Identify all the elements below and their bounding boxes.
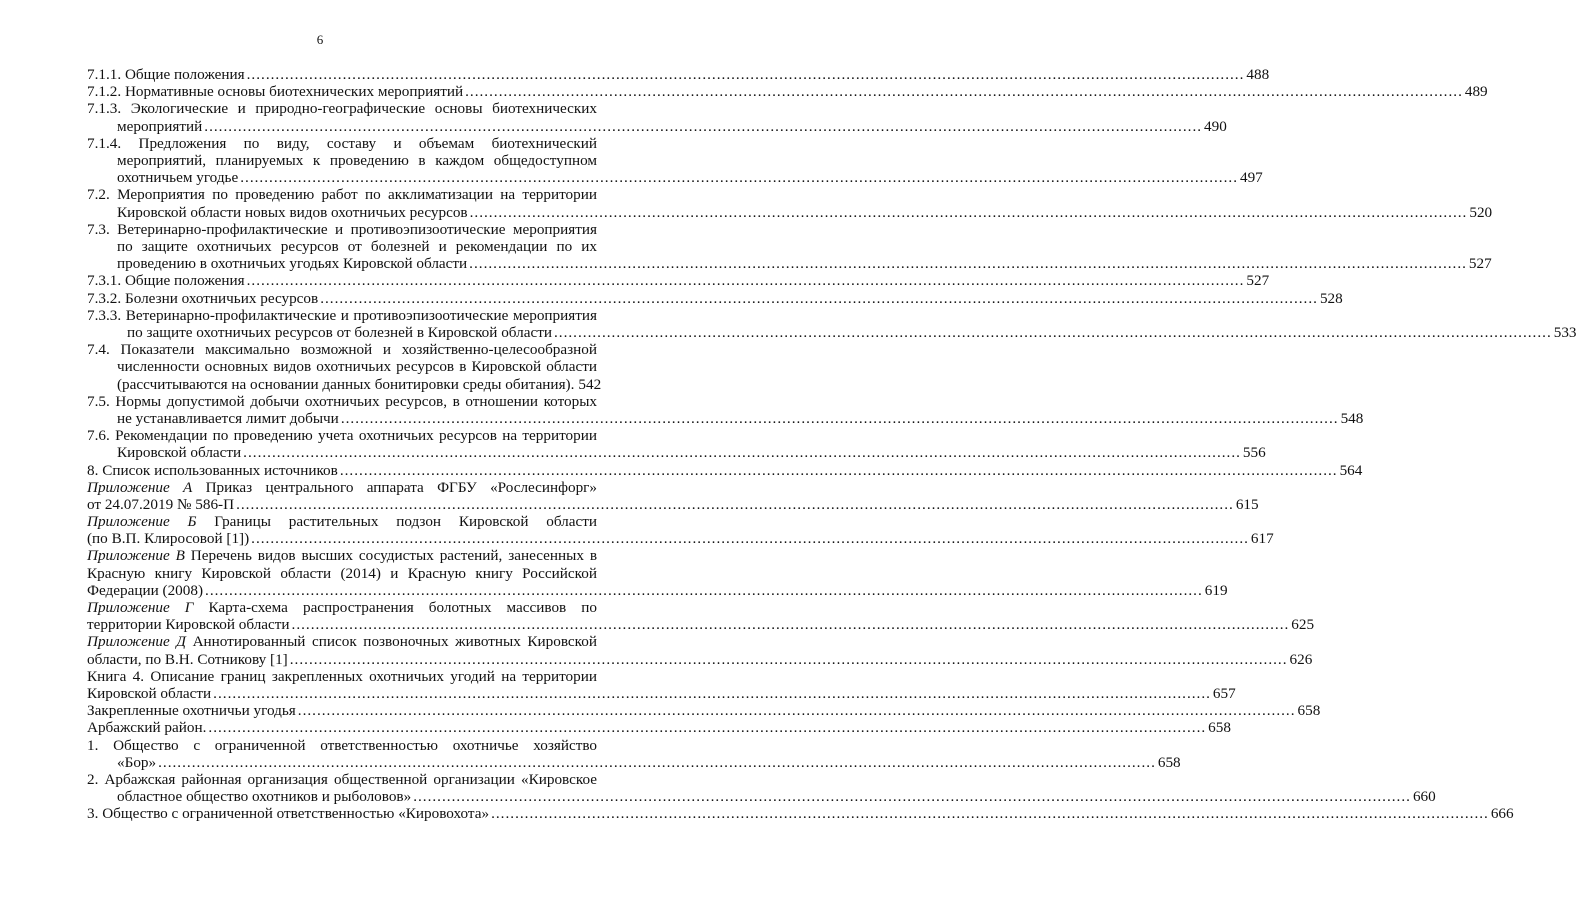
toc-page-number: 615	[1235, 495, 1259, 513]
toc-entry-text: Красную книгу Кировской области (2014) и Красную книгу Российской	[87, 564, 597, 582]
toc-entry-text: (рассчитываются на основании данных бонитировки среды обитания).	[117, 375, 575, 393]
toc-entry-text: не устанавливается лимит добычи	[117, 409, 339, 427]
appendix-label: Приложение Г	[87, 599, 194, 617]
toc-entry-org-3[interactable]	[87, 805, 1514, 823]
toc-page-number: 564	[1339, 461, 1363, 479]
appendix-label: Приложение Д	[87, 633, 186, 651]
toc-entry-appendix-a[interactable]	[87, 478, 1259, 513]
toc-entry-appendix-b[interactable]	[87, 513, 1274, 548]
toc-page-number: 619	[1204, 581, 1228, 599]
toc-entry-7-3-3[interactable]	[87, 306, 1577, 341]
toc-entry-7-6[interactable]	[87, 427, 1266, 462]
toc-entry-7-1-1[interactable]	[87, 66, 1270, 83]
toc-entry-text: Перечень видов высших сосудистых растений, занесенных в	[190, 547, 598, 565]
toc-entry-text: по защите охотничьих ресурсов от болезней и рекомендации по их	[117, 237, 597, 255]
toc-entry-text: Аннотированный список позвоночных животных Кировской	[192, 633, 597, 651]
toc-entry-text: Границы растительных подзон Кировской области	[214, 513, 597, 531]
toc-entry-text: 7.5. Нормы допустимой добычи охотничьих ресурсов, в отношении которых	[87, 392, 597, 410]
toc-entry-text: Федерации (2008)	[87, 581, 204, 599]
toc-entry-arbazh-district[interactable]	[87, 719, 1231, 737]
toc-page-number: 617	[1250, 530, 1274, 548]
toc-entry-text: (по В.П. Клиросовой [1])	[87, 530, 250, 548]
toc-page-number: 626	[1289, 650, 1313, 668]
toc-entry-text: «Бор»	[117, 753, 157, 771]
toc-entry-7-2[interactable]	[87, 186, 1493, 221]
toc-entry-text: 7.1.3. Экологические и природно-географические основы биотехнических	[87, 100, 597, 118]
toc-entry-text: Кировской области	[117, 444, 242, 462]
table-of-contents	[87, 66, 1577, 823]
toc-entry-7-3[interactable]	[87, 220, 1492, 273]
toc-page-number: 658	[1297, 702, 1321, 720]
toc-entry-text: Приказ центрального аппарата ФГБУ «Рослесинфорг»	[205, 478, 597, 496]
toc-entry-7-1-4[interactable]	[87, 134, 1263, 187]
toc-entry-text: территории Кировской области	[87, 616, 290, 634]
toc-page-number: 625	[1291, 616, 1315, 634]
toc-entry-appendix-v[interactable]	[87, 547, 1228, 599]
toc-entry-text: 7.1.4. Предложения по виду, составу и объемам биотехнический	[87, 134, 597, 152]
toc-entry-text: проведению в охотничьих угодьях Кировской области	[117, 255, 468, 273]
toc-entry-7-1-3[interactable]	[87, 100, 1227, 135]
toc-page-number: 658	[1157, 753, 1181, 771]
toc-page-number: 527	[1468, 255, 1492, 273]
toc-entry-text: области, по В.Н. Сотникову [1]	[87, 650, 288, 668]
toc-entry-appendix-d[interactable]	[87, 633, 1313, 668]
appendix-label: Приложение Б	[87, 513, 197, 531]
toc-entry-text: 7.6. Рекомендации по проведению учета охотничьих ресурсов на территории	[87, 427, 597, 445]
toc-entry-text: 7.2. Мероприятия по проведению работ по акклиматизации на территории	[87, 186, 597, 204]
toc-entry-text: 1. Общество с ограниченной ответственностью охотничье хозяйство	[87, 736, 597, 754]
toc-entry-text: 7.3. Ветеринарно-профилактические и противоэпизоотические мероприятия	[87, 220, 597, 238]
toc-page-number: 542	[578, 375, 602, 393]
toc-entry-text: 7.3.2. Болезни охотничьих ресурсов	[87, 289, 319, 307]
page-number: 6	[316, 32, 324, 47]
toc-entry-text: областное общество охотников и рыболовов»	[117, 788, 412, 806]
toc-entry-text: Книга 4. Описание границ закрепленных охотничьих угодий на территории	[87, 667, 597, 685]
toc-entry-text: мероприятий, планируемых к проведению в каждом общедоступном	[117, 151, 597, 169]
toc-entry-appendix-g[interactable]	[87, 599, 1315, 634]
toc-page-number: 527	[1246, 272, 1270, 290]
toc-entry-text: Карта-схема распространения болотных массивов по	[208, 599, 597, 617]
toc-entry-text: 8. Список использованных источников	[87, 461, 338, 479]
toc-entry-text: Арбажский район.	[87, 719, 207, 737]
toc-entry-text: Кировской области новых видов охотничьих ресурсов	[117, 203, 468, 221]
appendix-label: Приложение В	[87, 547, 185, 565]
toc-page-number: 556	[1242, 444, 1266, 462]
toc-entry-7-4[interactable]	[87, 341, 602, 393]
toc-page-number: 660	[1412, 788, 1436, 806]
toc-entry-8[interactable]	[87, 461, 1363, 479]
toc-entry-7-1-2[interactable]	[87, 83, 1488, 101]
toc-entry-org-1[interactable]	[87, 736, 1181, 771]
toc-page-number: 488	[1246, 66, 1270, 83]
toc-entry-7-3-2[interactable]	[87, 289, 1343, 307]
toc-page-number: 533	[1553, 323, 1577, 341]
toc-page-number: 528	[1319, 289, 1343, 307]
toc-entry-text: 7.1.1. Общие положения	[87, 66, 245, 83]
toc-entry-7-5[interactable]	[87, 392, 1364, 427]
toc-entry-text: по защите охотничьих ресурсов от болезней в Кировской области	[127, 323, 552, 341]
toc-entry-text: численности основных видов охотничьих ресурсов в Кировской области	[117, 358, 597, 376]
toc-entry-text: охотничьем угодье	[117, 169, 239, 187]
toc-entry-text: мероприятий	[117, 117, 203, 135]
toc-entry-text: 7.1.2. Нормативные основы биотехнических мероприятий	[87, 83, 464, 101]
toc-page-number: 520	[1469, 203, 1493, 221]
toc-entry-text: Закрепленные охотничьи угодья	[87, 702, 296, 720]
toc-entry-fixed-grounds[interactable]	[87, 702, 1321, 720]
toc-entry-text: от 24.07.2019 № 586-П	[87, 495, 235, 513]
toc-entry-text: 7.3.1. Общие положения	[87, 272, 245, 290]
appendix-label: Приложение А	[87, 478, 193, 496]
toc-entry-text: 7.3.3. Ветеринарно-профилактические и противоэпизоотические мероприятия	[87, 306, 597, 324]
toc-entry-text: Кировской области	[87, 685, 212, 703]
toc-page-number: 658	[1208, 719, 1231, 737]
toc-entry-7-3-1[interactable]	[87, 272, 1270, 290]
toc-page-number: 657	[1212, 685, 1236, 703]
toc-entry-text: 7.4. Показатели максимально возможной и хозяйственно-целесообразной	[87, 341, 597, 359]
toc-page-number: 666	[1490, 805, 1514, 823]
toc-page-number: 489	[1464, 83, 1488, 101]
toc-entry-org-2[interactable]	[87, 771, 1436, 806]
toc-entry-book-4[interactable]	[87, 667, 1236, 703]
toc-entry-text: 3. Общество с ограниченной ответственностью «Кировохота»	[87, 805, 490, 823]
toc-page-number: 497	[1239, 169, 1263, 187]
toc-entry-text: 2. Арбажская районная организация общественной организации «Кировское	[87, 771, 597, 789]
toc-page-number: 490	[1204, 117, 1227, 135]
toc-page-number: 548	[1340, 409, 1364, 427]
